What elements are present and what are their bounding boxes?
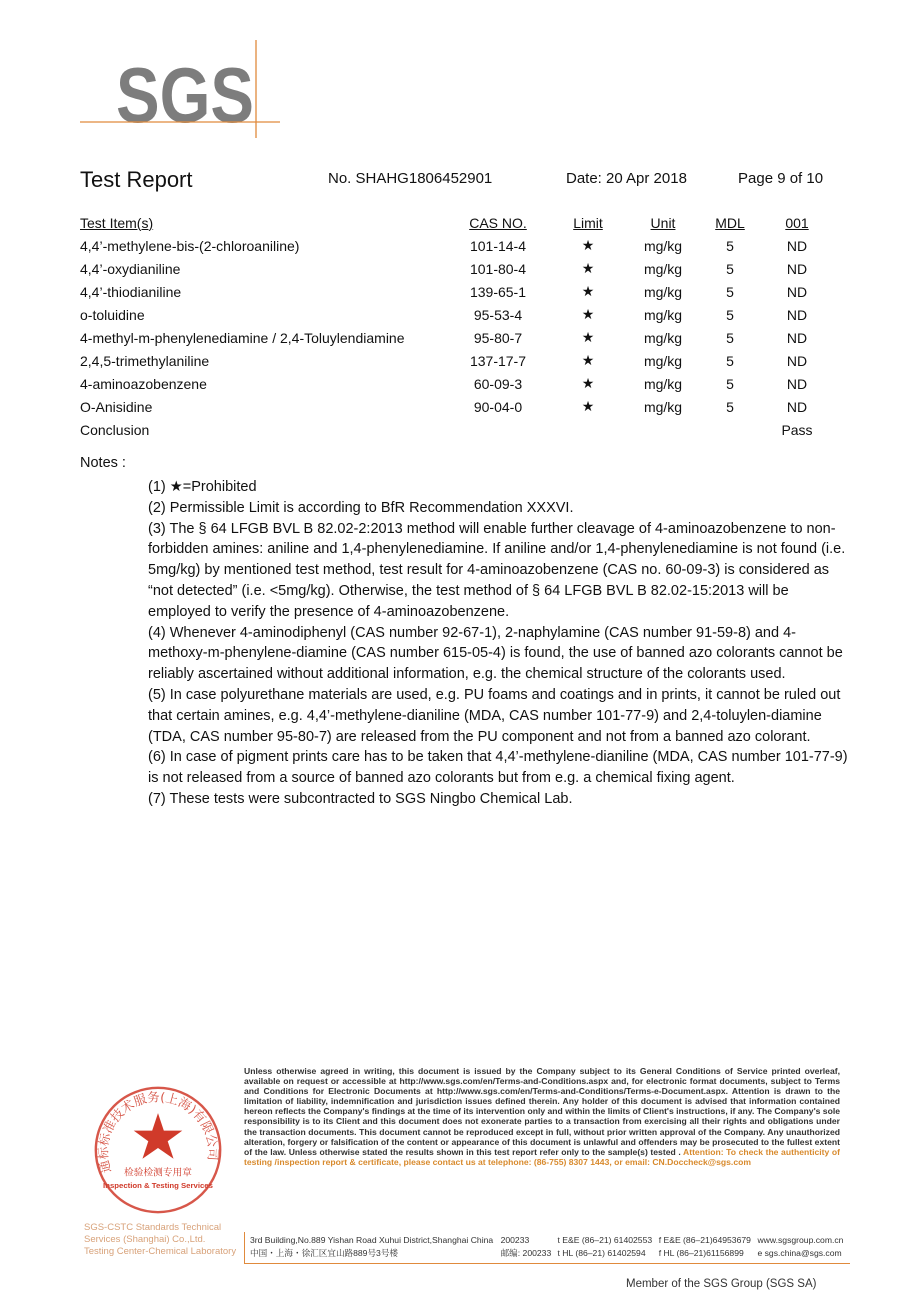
mdl: 5 <box>726 352 734 369</box>
test-item: 4-methyl-m-phenylenediamine / 2,4-Toluylendiamine <box>80 329 405 346</box>
fax-ee: f E&E (86–21)64953679 <box>658 1235 751 1245</box>
col-unit: Unit <box>650 214 676 231</box>
limit: ★ <box>581 329 595 345</box>
report-title: Test Report <box>80 167 193 192</box>
stamp-cn-mid: 检验检测专用章 <box>124 1167 192 1179</box>
cas-no: 95-80-7 <box>473 329 523 346</box>
results-table <box>80 211 830 441</box>
cas-no: 137-17-7 <box>469 352 527 369</box>
unit: mg/kg <box>643 329 683 346</box>
website-link[interactable]: www.sgsgroup.com.cn <box>757 1235 844 1245</box>
test-item: O-Anisidine <box>80 398 153 415</box>
star-icon <box>134 1113 183 1159</box>
cas-no: 60-09-3 <box>473 375 523 392</box>
cas-no: 139-65-1 <box>469 283 527 300</box>
table-row <box>80 234 830 257</box>
table-row <box>80 280 830 303</box>
limit: ★ <box>581 306 595 322</box>
address-block <box>244 1232 850 1264</box>
unit: mg/kg <box>643 398 683 415</box>
fax-hl: f HL (86–21)61156899 <box>658 1248 744 1258</box>
conclusion-value: Pass <box>781 421 813 438</box>
stamp-text-cn: 通标标准技术服务(上海)有限公司 <box>95 1089 221 1175</box>
test-item: 2,4,5-trimethylaniline <box>80 352 210 369</box>
note-item: (7) These tests were subcontracted to SGS Ningbo Chemical Lab. <box>148 790 573 807</box>
official-stamp <box>90 1082 226 1218</box>
table-header <box>80 211 830 234</box>
unit: mg/kg <box>643 283 683 300</box>
test-item: 4,4’-methylene-bis-(2-chloroaniline) <box>80 237 300 254</box>
limit: ★ <box>581 398 595 414</box>
notes-label: Notes : <box>80 455 126 471</box>
legal-disclaimer <box>244 1066 840 1167</box>
unit: mg/kg <box>643 260 683 277</box>
cas-no: 101-14-4 <box>469 237 527 254</box>
notes-list <box>148 477 854 810</box>
note-item: (4) Whenever 4-aminodiphenyl (CAS number 92-67-1), 2-naphylamine (CAS number 91-59-8) and 4-methoxy-m-phenylene-diamine (CAS number 615-05-4) is found, the use of banned azo colorants cannot be reliably ascertained without additional information, e.g. the chemical structure of the colorants used. <box>148 624 843 683</box>
company-name: SGS-CSTC Standards Technical Services (Shanghai) Co.,Ltd. <box>84 1222 222 1245</box>
col-cas: CAS NO. <box>469 214 527 231</box>
page-number: Page 9 of 10 <box>738 170 824 187</box>
result: ND <box>786 283 808 300</box>
report-date: Date: 20 Apr 2018 <box>566 170 687 187</box>
limit: ★ <box>581 237 595 253</box>
table-row <box>80 326 830 349</box>
note-item: (1) ★=Prohibited <box>148 479 257 495</box>
table-row <box>80 349 830 372</box>
test-item: 4,4’-thiodianiline <box>80 283 182 300</box>
svg-text:SGS: SGS <box>116 51 254 138</box>
test-item: 4-aminoazobenzene <box>80 375 207 392</box>
postcode-en: 200233 <box>500 1235 530 1245</box>
address-cn: 中国・上海・徐汇区宜山路889号3号楼 <box>250 1248 399 1258</box>
note-item: (5) In case polyurethane materials are used, e.g. PU foams and coatings and in prints, it cannot be ruled out that certain amines, e.g. 4,4’-methylene-dianiline (MDA, CAS number 101-77-9) and 2,4-toluylen-diamine (TDA, CAS number 95-80-7) are released from the PU component and not from a banned azo colorant. <box>148 686 841 745</box>
result: ND <box>786 237 808 254</box>
col-sample: 001 <box>785 214 809 231</box>
table-row <box>80 395 830 418</box>
email-link[interactable]: e sgs.china@sgs.com <box>757 1248 842 1258</box>
mdl: 5 <box>726 283 734 300</box>
mdl: 5 <box>726 237 734 254</box>
company-block <box>84 1222 240 1258</box>
table-row <box>80 257 830 280</box>
unit: mg/kg <box>643 237 683 254</box>
table-row <box>80 303 830 326</box>
result: ND <box>786 352 808 369</box>
lab-name: Testing Center-Chemical Laboratory <box>84 1246 237 1257</box>
note-item: (2) Permissible Limit is according to BfR Recommendation XXXVI. <box>148 499 574 516</box>
conclusion-label: Conclusion <box>80 421 150 438</box>
limit: ★ <box>581 352 595 368</box>
tel-ee: t E&E (86–21) 61402553 <box>557 1235 653 1245</box>
result: ND <box>786 375 808 392</box>
member-note: Member of the SGS Group (SGS SA) <box>626 1278 817 1290</box>
col-mdl: MDL <box>715 214 745 231</box>
result: ND <box>786 260 808 277</box>
limit: ★ <box>581 375 595 391</box>
result: ND <box>786 329 808 346</box>
unit: mg/kg <box>643 306 683 323</box>
authenticity-notice: Attention: To check the authenticity of testing /inspection report & certificate, please contact us at telephone: (86-755) 8307 1443, or email: CN.Doccheck@sgs.com <box>244 1146 840 1167</box>
limit: ★ <box>581 260 595 276</box>
result: ND <box>786 306 808 323</box>
address-en: 3rd Building,No.889 Yishan Road Xuhui District,Shanghai China <box>250 1235 494 1245</box>
postcode-cn: 邮编: 200233 <box>500 1248 552 1258</box>
cas-no: 90-04-0 <box>473 398 523 415</box>
mdl: 5 <box>726 375 734 392</box>
cas-no: 101-80-4 <box>469 260 527 277</box>
conclusion-row <box>80 418 830 441</box>
col-limit: Limit <box>573 214 603 231</box>
mdl: 5 <box>726 306 734 323</box>
mdl: 5 <box>726 329 734 346</box>
col-test-item: Test Item(s) <box>80 214 154 231</box>
test-item: o-toluidine <box>80 306 145 323</box>
disclaimer-text: Unless otherwise agreed in writing, this document is issued by the Company subject to its General Conditions of Service printed overleaf, available on request or accessible at http://www.sgs.com/en/Terms-and-Conditions.aspx and, for electronic format documents, subject to Terms and Conditions for Electronic Documents at http://www.sgs.com/en/Terms-and-Conditions/Terms-e-Document.aspx. Attention is drawn to the limitation of liability, indemnification and jurisdiction issues defined therein. Any holder of this document is advised that information contained hereon reflects the Company's findings at the time of its intervention only and within the limits of Client's instructions, if any. The Company's sole responsibility is to its Client and this document does not exonerate parties to a transaction from exercising all their rights and obligations under the transaction documents. This document cannot be reproduced except in full, without prior written approval of the Company. Any unauthorized alteration, forgery or falsification of the content or appearance of this document is unlawful and offenders may be prosecuted to the fullest extent of the law. Unless otherwise stated the results shown in this test report refer only to the sample(s) tested . <box>244 1066 840 1157</box>
table-row <box>80 372 830 395</box>
note-item: (3) The § 64 LFGB BVL B 82.02-2:2013 method will enable further cleavage of 4-aminoazobenzene to non-forbidden amines: aniline and 1,4-phenylenediamine. If aniline and/or 1,4-phenylenediamine is not found (i.e. 5mg/kg) by mentioned test method, test result for 4-aminoazobenzene (CAS no. 60-09-3) is considered as “not detected” (i.e. <5mg/kg). Otherwise, the test method of § 64 LFGB BVL B 82.02-15:2013 will be employed to verify the presence of 4-aminoazobenzene. <box>148 520 846 620</box>
mdl: 5 <box>726 260 734 277</box>
mdl: 5 <box>726 398 734 415</box>
unit: mg/kg <box>643 352 683 369</box>
tel-hl: t HL (86–21) 61402594 <box>557 1248 646 1258</box>
test-item: 4,4’-oxydianiline <box>80 260 181 277</box>
result: ND <box>786 398 808 415</box>
unit: mg/kg <box>643 375 683 392</box>
report-number: No. SHAHG1806452901 <box>328 170 493 187</box>
limit: ★ <box>581 283 595 299</box>
cas-no: 95-53-4 <box>473 306 523 323</box>
stamp-en: Inspection & Testing Services <box>103 1180 213 1190</box>
sgs-logo <box>80 38 280 138</box>
note-item: (6) In case of pigment prints care has to be taken that 4,4’-methylene-dianiline (MDA, CAS number 101-77-9) is not released from a source of banned azo colorants but from e.g. a chemical fixing agent. <box>148 749 848 787</box>
